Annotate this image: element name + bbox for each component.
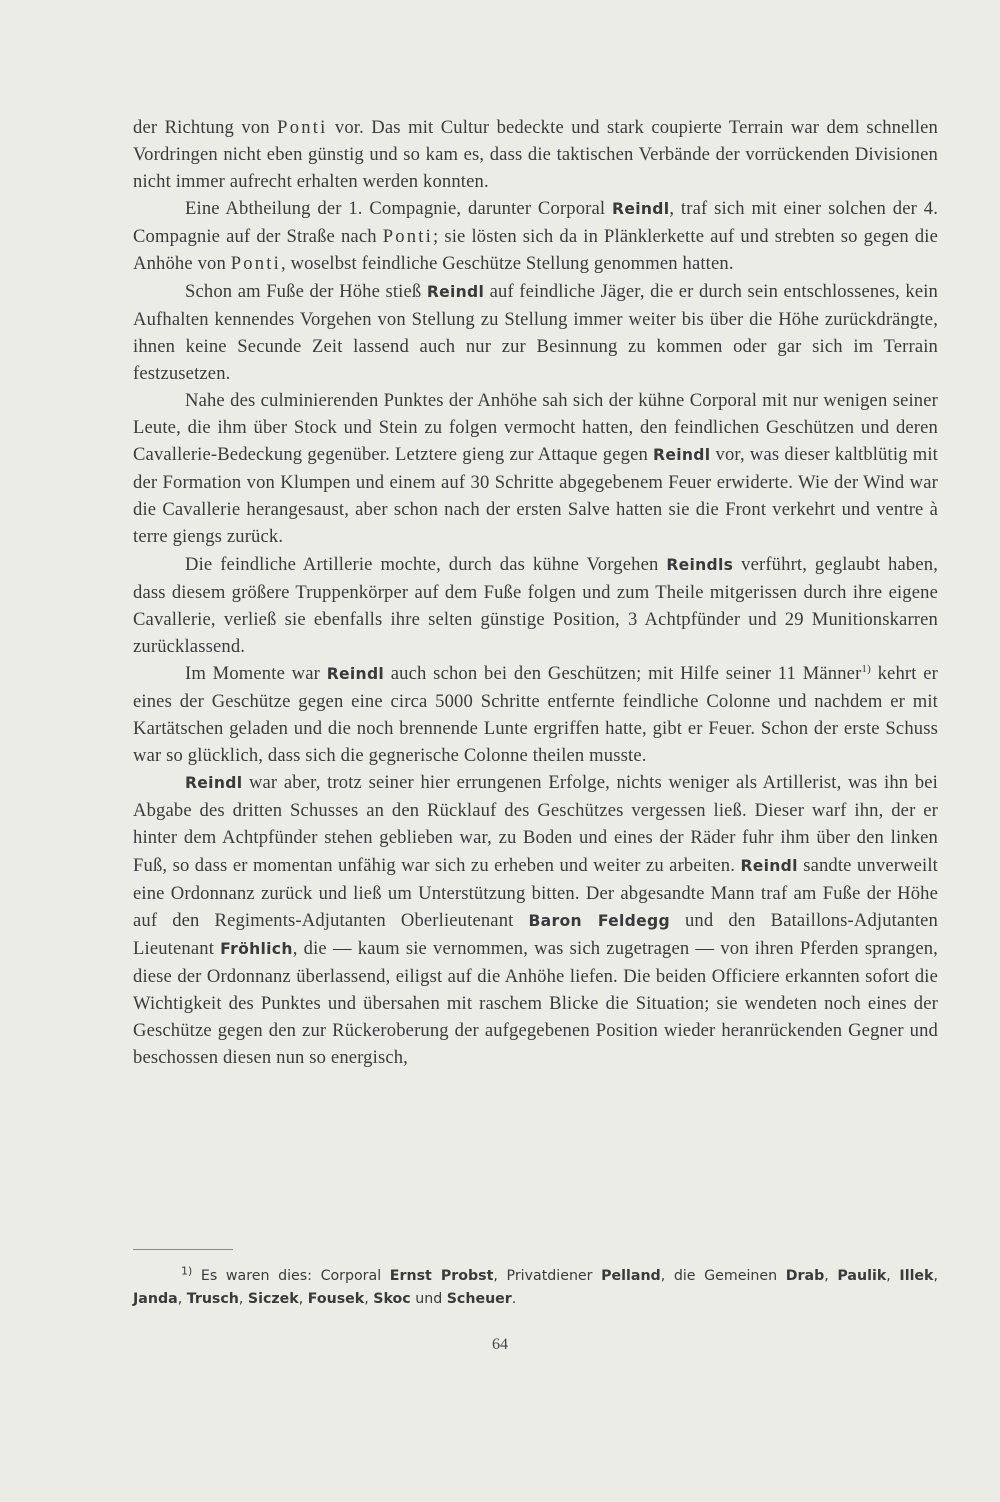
text-run: , die Gemeinen (660, 1268, 786, 1284)
bold-name: Fröhlich (220, 939, 293, 958)
footnote-marker: 1) (861, 662, 871, 675)
bold-name: Pelland (601, 1268, 661, 1284)
bold-name: Reindl (740, 856, 798, 875)
bold-name: Drab (785, 1268, 825, 1284)
text-run: Nahe des culminierenden Punktes der Anhöhe sah sich der kühne Corporal mit nur wenigen seiner Leute, die ihm über Stock und Stein zu folgen vermocht hatten, den feindlichen Geschützen und deren Cavallerie-Bedeckung gegenüber. Letztere gieng zur Attaque gegen (133, 389, 938, 466)
text-run: , woselbst feindliche Geschütze Stellung genommen hatten. (281, 253, 734, 275)
spaced-place-name: Ponti (230, 253, 281, 275)
text-run: und (410, 1291, 447, 1307)
text-run: , Privatdiener (493, 1268, 602, 1284)
bold-name: Baron Feldegg (528, 911, 670, 930)
text-run: auch schon bei den Geschützen; mit Hilfe seiner 11 Männer (384, 662, 862, 684)
bold-name: Ernst Probst (389, 1268, 494, 1284)
text-run: Es waren dies: Corporal (192, 1268, 390, 1284)
paragraph (133, 114, 938, 195)
text-run: vor. Das mit Cultur bedeckte und stark coupierte Terrain war dem schnellen Vordringen nicht eben günstig und so kam es, dass die taktischen Verbände der vorrückenden Divisionen nicht immer aufrecht erhalten werden konnten. (133, 117, 938, 193)
text-run: , (824, 1268, 838, 1284)
bold-name: Trusch (186, 1291, 239, 1307)
text-run: ; sie lösten sich da in Plänklerkette auf und strebten so gegen die Anhöhe von (133, 226, 938, 275)
bold-name: Reindls (666, 555, 734, 574)
text-run: . (511, 1291, 517, 1307)
paragraph (133, 195, 938, 277)
bold-name: Fousek (307, 1291, 365, 1307)
footnote (133, 1265, 938, 1311)
bold-name: Illek (899, 1268, 934, 1284)
bold-name: Janda (133, 1291, 178, 1307)
text-run: Eine Abtheilung der 1. Compagnie, darunter Corporal (185, 198, 613, 220)
text-run: und den Bataillons-Adjutanten Lieutenant (133, 909, 938, 959)
text-run: verführt, geglaubt haben, dass diesem größere Truppenkörper auf dem Fuße folgen und zum Theile mitgerissen durch ihre eigene Cavallerie, verließ sie ebenfalls ihre selten günstige Position, 3 Achtpfünder und 29 Munitionskarren zurücklassend. (133, 553, 938, 657)
text-run: sandte unverweilt eine Ordonnanz zurück und ließ um Unterstützung bitten. Der abgesandte Mann traf am Fuße der Höhe auf den Regiments-Adjutanten Oberlieutenant (133, 854, 938, 931)
paragraph (133, 660, 938, 769)
text-run: kehrt er eines der Geschütze gegen eine circa 5000 Schritte entfernte feindliche Colonne und nachdem er mit Kartätschen geladen und die noch brennende Lunte ergriffen hatte, gibt er Feuer. Schon der erste Schuss war so glücklich, dass sich die gegnerische Colonne theilen musste. (133, 662, 939, 767)
spaced-place-name: Ponti (277, 117, 328, 138)
bold-name: Reindl (426, 282, 485, 301)
text-run: , die — kaum sie vernommen, was sich zugetragen — von ihren Pferden sprangen, diese der Ordonnanz überlassend, eiligst auf die Anhöhe liefen. Die beiden Officiere erkannten sofort die Wichtigkeit des Punktes und übersahen mit raschem Blicke die Situation; sie wendeten noch eines der Geschütze gegen den zur Rückeroberung der aufgegebenen Position wieder heranrückenden Gegner und beschossen diesen nun so energisch, (133, 937, 938, 1069)
footnote-marker: 1) (181, 1264, 193, 1278)
paragraph (133, 551, 938, 660)
text-run: , traf sich mit einer solchen der 4. Compagnie auf der Straße nach (133, 198, 938, 248)
text-run: , (238, 1291, 248, 1307)
body-text (133, 114, 938, 1071)
bold-name: Reindl (326, 664, 385, 683)
text-run: auf feindliche Jäger, die er durch sein entschlossenes, kein Aufhalten kennendes Vorgehen von Stellung zu Stellung immer weiter bis über die Höhe zurückdrängte, ihnen keine Secunde Zeit lassend auch nur zur Besinnung zu kommen oder gar sich im Terrain festzusetzen. (133, 280, 938, 384)
bold-name: Reindl (185, 774, 243, 793)
text-run: , (298, 1291, 308, 1307)
text-run: Die feindliche Artillerie mochte, durch das kühne Vorgehen (185, 553, 667, 575)
bold-name: Scheuer (446, 1291, 512, 1307)
footnote-divider (133, 1249, 233, 1250)
paragraph (133, 387, 938, 551)
bold-name: Reindl (653, 446, 711, 465)
bold-name: Paulik (837, 1268, 887, 1284)
spaced-place-name: Ponti (382, 226, 433, 248)
page-number: 64 (492, 1336, 508, 1353)
text-run: , (933, 1268, 938, 1284)
text-run: , (886, 1268, 900, 1284)
text-run: Im Momente war (185, 662, 327, 684)
bold-name: Skoc (373, 1291, 411, 1307)
paragraph (133, 278, 938, 387)
text-run: Schon am Fuße der Höhe stieß (185, 280, 427, 302)
bold-name: Reindl (612, 200, 670, 219)
text-run: , (364, 1291, 374, 1307)
text-run: vor, was dieser kaltblütig mit der Formation von Klumpen und einem auf 30 Schritte abgegebenem Feuer erwiderte. Wie der Wind war die Cavallerie herangesaust, aber schon nach der ersten Salve hatten sie die Front verkehrt und ventre à terre giengs zurück. (133, 444, 938, 548)
text-run: der Richtung von (133, 117, 278, 138)
text-run: , (177, 1291, 187, 1307)
bold-name: Siczek (247, 1291, 299, 1307)
text-run: war aber, trotz seiner hier errungenen Erfolge, nichts weniger als Artillerist, was ihn bei Abgabe des dritten Schusses an den Rücklauf des Geschützes vergessen ließ. Dieser warf ihn, der er hinter dem Achtpfünder stehen geblieben war, zu Boden und eines der Räder fuhr ihm über den linken Fuß, so dass er momentan unfähig war sich zu erheben und weiter zu arbeiten. (133, 772, 938, 876)
paragraph (133, 769, 938, 1071)
